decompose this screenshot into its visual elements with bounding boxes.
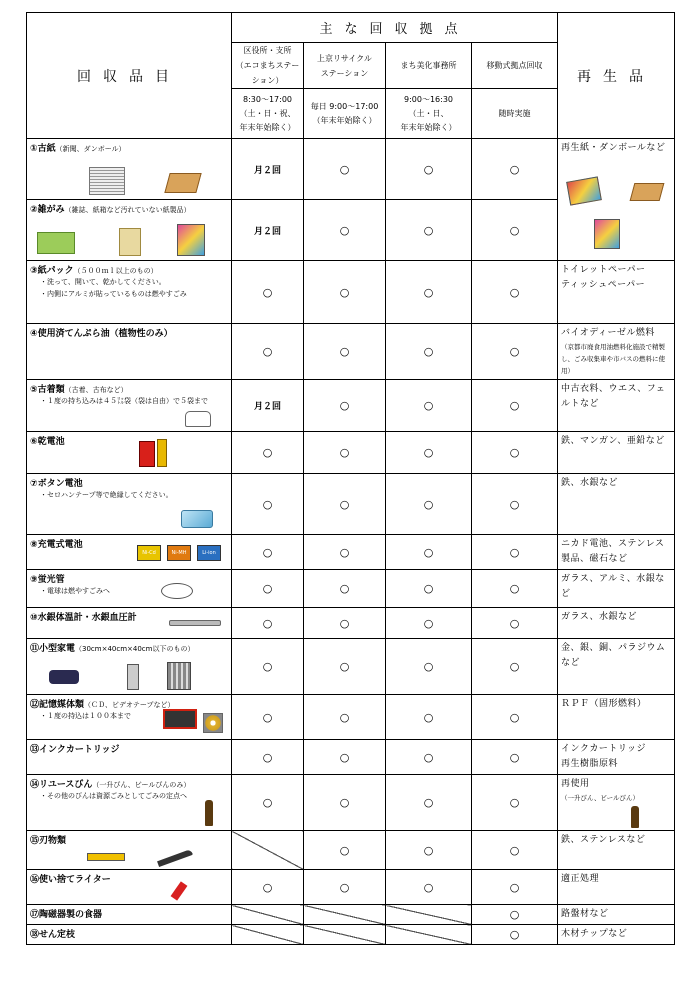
button-battery-icon (181, 510, 213, 528)
item-name: ⑧充電式電池 (30, 540, 83, 550)
collection-mark-ward-office: 月２回 (232, 200, 304, 261)
product-text: 鉄、ステンレスなど (561, 835, 646, 845)
collection-mark-mobile: ○ (472, 608, 558, 639)
item-name: ⑫記憶媒体類（ＣＤ、ビデオテープなど） (30, 700, 175, 710)
product-text: 木材チップなど (561, 929, 628, 939)
product-text: ガラス、水銀など (561, 612, 638, 622)
item-name: ⑤古着類（古着、古布など） (30, 385, 128, 395)
collection-mark-bika-office: ○ (386, 380, 472, 432)
item-note: ・洗って、開いて、乾かしてください。 ・内側にアルミが貼っているものは燃やすごみ (40, 278, 187, 298)
location-name-kamigyo: 上京リサイクル ステーション (304, 43, 386, 89)
not-available-cell-kamigyo (304, 925, 386, 945)
item-name-detail: （古着、古布など） (64, 386, 128, 394)
table-row (27, 474, 675, 535)
product-cell (558, 380, 675, 432)
collection-mark-ward-office: ○ (232, 608, 304, 639)
collection-mark-ward-office: ○ (232, 639, 304, 695)
item-name-detail: （雑誌、紙箱など汚れていない紙製品） (64, 206, 191, 214)
table-row (27, 380, 675, 432)
dry-cell-battery-small-icon (157, 439, 167, 467)
item-cell (27, 261, 232, 324)
collection-mark-mobile: ○ (472, 775, 558, 831)
item-cell (27, 639, 232, 695)
collection-mark-mobile: ○ (472, 380, 558, 432)
cutter-icon (87, 853, 125, 861)
product-text: 中古衣料、ウエス、フェルトなど (561, 384, 666, 409)
newspaper-icon (89, 167, 125, 195)
collection-mark-kamigyo: ○ (304, 261, 386, 324)
collection-mark-mobile: ○ (472, 740, 558, 775)
collection-mark-ward-office: ○ (232, 432, 304, 474)
item-name: ⑯使い捨てライター (30, 875, 111, 885)
product-cell (558, 831, 675, 870)
collection-mark-mobile: ○ (472, 200, 558, 261)
location-name-mobile: 移動式拠点回収 (472, 43, 558, 89)
table-row (27, 695, 675, 740)
product-cell (558, 870, 675, 905)
location-name-ward-office: 区役所・支所 （エコまちステーション） (232, 43, 304, 89)
item-cell (27, 870, 232, 905)
video-tape-icon (163, 709, 197, 729)
product-text: ＲＰＦ（固形燃料） (561, 699, 647, 709)
collection-mark-bika-office: ○ (386, 139, 472, 200)
collection-mark-kamigyo: ○ (304, 200, 386, 261)
collection-mark-kamigyo: ○ (304, 775, 386, 831)
product-cell (558, 740, 675, 775)
not-available-cell-bika-office (386, 905, 472, 925)
paper-products-icon (566, 176, 602, 205)
table-row (27, 639, 675, 695)
item-name: ③紙パック（５００ｍｌ以上のもの） (30, 266, 158, 276)
table-row (27, 535, 675, 570)
knife-icon (157, 849, 193, 867)
product-cell (558, 324, 675, 380)
collection-mark-kamigyo: ○ (304, 870, 386, 905)
product-cell (558, 570, 675, 608)
item-cell (27, 740, 232, 775)
item-cell (27, 200, 232, 261)
product-text: 再使用 (561, 779, 590, 789)
collection-mark-kamigyo: ○ (304, 139, 386, 200)
item-name: ⑦ボタン電池 (30, 479, 83, 489)
item-name: ⑥乾電池 (30, 437, 65, 447)
magazine-stack-icon (37, 232, 75, 254)
product-cell (558, 474, 675, 535)
collection-mark-ward-office: 月２回 (232, 139, 304, 200)
collection-mark-kamigyo: ○ (304, 380, 386, 432)
rechargeable-battery-mark-icon: Ni-MH (167, 545, 191, 561)
not-available-cell-bika-office (386, 925, 472, 945)
collection-mark-bika-office: ○ (386, 200, 472, 261)
location-hours-kamigyo: 毎日 9:00～17:00 （年末年始除く） (304, 89, 386, 139)
collection-mark-kamigyo: ○ (304, 608, 386, 639)
product-subtext: （京都市廃食用油燃料化施設で精製し、ごみ収集車や市バスの燃料に使用） (561, 343, 666, 375)
collection-mark-mobile: ○ (472, 261, 558, 324)
product-text: ニカド電池、ステンレス製品、磁石など (561, 539, 665, 564)
thermometer-icon (169, 620, 221, 626)
table-row (27, 870, 675, 905)
item-name-detail: （一升びん、ビールびんのみ） (92, 781, 191, 789)
product-cell (558, 775, 675, 831)
product-text: 路盤材など (561, 909, 609, 919)
location-hours-mobile: 随時実施 (472, 89, 558, 139)
product-text: 金、銀、銅、パラジウムなど (561, 643, 666, 668)
item-note: ・その他のびんは資源ごみとしてごみの定点へ (40, 792, 187, 800)
collection-mark-mobile: ○ (472, 831, 558, 870)
item-name-detail: （５００ｍｌ以上のもの） (73, 267, 158, 275)
table-row (27, 261, 675, 324)
table-row (27, 608, 675, 639)
not-available-cell-ward-office (232, 831, 304, 870)
product-text: 鉄、マンガン、亜鉛など (561, 436, 665, 446)
item-cell (27, 695, 232, 740)
collection-mark-kamigyo: ○ (304, 570, 386, 608)
not-available-cell-kamigyo (304, 905, 386, 925)
item-column-header: 回収品目 (27, 13, 232, 139)
collection-mark-bika-office: ○ (386, 695, 472, 740)
item-name: ⑮刃物類 (30, 836, 67, 846)
collection-mark-bika-office: ○ (386, 261, 472, 324)
collection-mark-mobile: ○ (472, 570, 558, 608)
item-cell (27, 925, 232, 945)
not-available-cell-ward-office (232, 925, 304, 945)
product-column-header: 再生品 (558, 13, 675, 139)
collection-mark-bika-office: ○ (386, 608, 472, 639)
table-row (27, 775, 675, 831)
collection-mark-bika-office: ○ (386, 775, 472, 831)
not-available-cell-ward-office (232, 905, 304, 925)
item-name: ⑰陶磁器製の食器 (30, 910, 103, 920)
item-name-detail: （ＣＤ、ビデオテープなど） (84, 701, 175, 709)
product-cell (558, 608, 675, 639)
collection-mark-kamigyo: ○ (304, 535, 386, 570)
item-cell (27, 380, 232, 432)
collection-mark-bika-office: ○ (386, 570, 472, 608)
product-text: バイオディーゼル燃料 (561, 328, 655, 338)
collection-mark-kamigyo: ○ (304, 324, 386, 380)
dry-cell-battery-icon (139, 441, 155, 467)
collection-mark-ward-office: ○ (232, 324, 304, 380)
collection-mark-kamigyo: ○ (304, 740, 386, 775)
item-note: ・１度の持込は１００本まで (40, 712, 131, 720)
item-name: ⑪小型家電（30cm×40cm×40cm以下のもの） (30, 644, 195, 654)
table-row (27, 905, 675, 925)
collection-mark-kamigyo: ○ (304, 432, 386, 474)
product-cell (558, 925, 675, 945)
collection-mark-mobile: ○ (472, 474, 558, 535)
item-cell (27, 608, 232, 639)
product-text: ガラス、アルミ、水銀など (561, 574, 665, 599)
item-cell (27, 474, 232, 535)
item-note: ・１度の持ち込みは４５㍑袋（袋は自由）で５袋まで (40, 397, 208, 405)
collection-mark-mobile: ○ (472, 925, 558, 945)
collection-mark-kamigyo: ○ (304, 831, 386, 870)
collection-mark-bika-office: ○ (386, 639, 472, 695)
item-name-detail: （新聞、ダンボール） (55, 145, 126, 153)
item-cell (27, 432, 232, 474)
table-row (27, 740, 675, 775)
collection-mark-kamigyo: ○ (304, 639, 386, 695)
locations-title: 主な回収拠点 (232, 13, 558, 43)
cardboard-box-icon (164, 173, 201, 193)
collection-mark-bika-office: ○ (386, 535, 472, 570)
rechargeable-battery-mark-icon: Li-ion (197, 545, 221, 561)
recycling-table (26, 12, 675, 945)
collection-mark-mobile: ○ (472, 324, 558, 380)
product-subtext: （一升びん、ビールびん） (561, 794, 640, 802)
collection-mark-ward-office: ○ (232, 870, 304, 905)
collection-mark-ward-office: ○ (232, 474, 304, 535)
collection-mark-bika-office: ○ (386, 740, 472, 775)
beer-bottle-icon (205, 800, 213, 826)
collection-mark-kamigyo: ○ (304, 474, 386, 535)
table-row (27, 831, 675, 870)
item-name-detail: （30cm×40cm×40cm以下のもの） (75, 645, 195, 653)
product-cell (558, 432, 675, 474)
clothes-icon (185, 411, 211, 427)
catalog-icon (594, 219, 620, 249)
collection-mark-mobile: ○ (472, 905, 558, 925)
collection-mark-ward-office: ○ (232, 740, 304, 775)
fluorescent-tube-icon (161, 583, 193, 599)
collection-mark-bika-office: ○ (386, 432, 472, 474)
collection-mark-bika-office: ○ (386, 474, 472, 535)
collection-mark-bika-office: ○ (386, 870, 472, 905)
product-cell (558, 139, 675, 261)
product-text: 鉄、水銀など (561, 478, 619, 488)
table-row (27, 432, 675, 474)
item-name: ⑬インクカートリッジ (30, 745, 120, 755)
item-note: ・セロハンテープ等で絶縁してください。 (40, 491, 173, 499)
collection-mark-mobile: ○ (472, 432, 558, 474)
product-text: 適正処理 (561, 874, 600, 884)
item-name: ⑱せん定枝 (30, 930, 76, 940)
product-cell (558, 905, 675, 925)
item-name: ④使用済てんぷら油（植物性のみ） (30, 329, 173, 339)
item-cell (27, 831, 232, 870)
item-cell (27, 535, 232, 570)
product-text: トイレットペーパー ティッシュペーパー (561, 265, 646, 290)
collection-mark-ward-office: ○ (232, 570, 304, 608)
collection-mark-ward-office: ○ (232, 775, 304, 831)
product-text: インクカートリッジ 再生樹脂原料 (561, 744, 646, 769)
product-cell (558, 535, 675, 570)
location-hours-ward-office: 8:30～17:00 （土・日・祝、 年末年始除く） (232, 89, 304, 139)
location-name-bika-office: まち美化事務所 (386, 43, 472, 89)
product-cell (558, 261, 675, 324)
rechargeable-battery-mark-icon: Ni-Cd (137, 545, 161, 561)
location-hours-bika-office: 9:00～16:30 （土・日、 年末年始除く） (386, 89, 472, 139)
collection-mark-ward-office: 月２回 (232, 380, 304, 432)
collection-mark-ward-office: ○ (232, 535, 304, 570)
lighter-icon (171, 881, 188, 900)
cd-icon (203, 713, 223, 733)
product-text: 再生紙・ダンボールなど (561, 143, 666, 153)
collection-mark-mobile: ○ (472, 535, 558, 570)
catalog-icon (177, 224, 205, 256)
item-note: ・電球は燃やすごみへ (40, 587, 110, 595)
collection-mark-kamigyo: ○ (304, 695, 386, 740)
collection-mark-mobile: ○ (472, 870, 558, 905)
collection-mark-ward-office: ○ (232, 261, 304, 324)
table-row (27, 139, 675, 200)
collection-mark-mobile: ○ (472, 695, 558, 740)
product-cell (558, 695, 675, 740)
item-name: ①古紙（新聞、ダンボール） (30, 144, 126, 154)
item-name: ⑭リユースびん（一升びん、ビールびんのみ） (30, 780, 191, 790)
item-cell (27, 139, 232, 200)
table-row (27, 925, 675, 945)
collection-mark-mobile: ○ (472, 639, 558, 695)
beer-bottle-icon (631, 806, 639, 828)
item-cell (27, 905, 232, 925)
item-cell (27, 775, 232, 831)
product-cell (558, 639, 675, 695)
item-name: ②雑がみ（雑誌、紙箱など汚れていない紙製品） (30, 205, 191, 215)
item-cell (27, 324, 232, 380)
paper-bag-icon (119, 228, 141, 256)
collection-mark-mobile: ○ (472, 139, 558, 200)
item-name: ⑩水銀体温計・水銀血圧計 (30, 613, 137, 623)
item-name: ⑨蛍光管 (30, 575, 65, 585)
mobile-phone-icon (127, 664, 139, 690)
table-row (27, 324, 675, 380)
collection-mark-bika-office: ○ (386, 831, 472, 870)
cardboard-box-icon (630, 183, 665, 201)
collection-mark-ward-office: ○ (232, 695, 304, 740)
game-device-icon (49, 670, 79, 684)
calculator-icon (167, 662, 191, 690)
collection-mark-bika-office: ○ (386, 324, 472, 380)
